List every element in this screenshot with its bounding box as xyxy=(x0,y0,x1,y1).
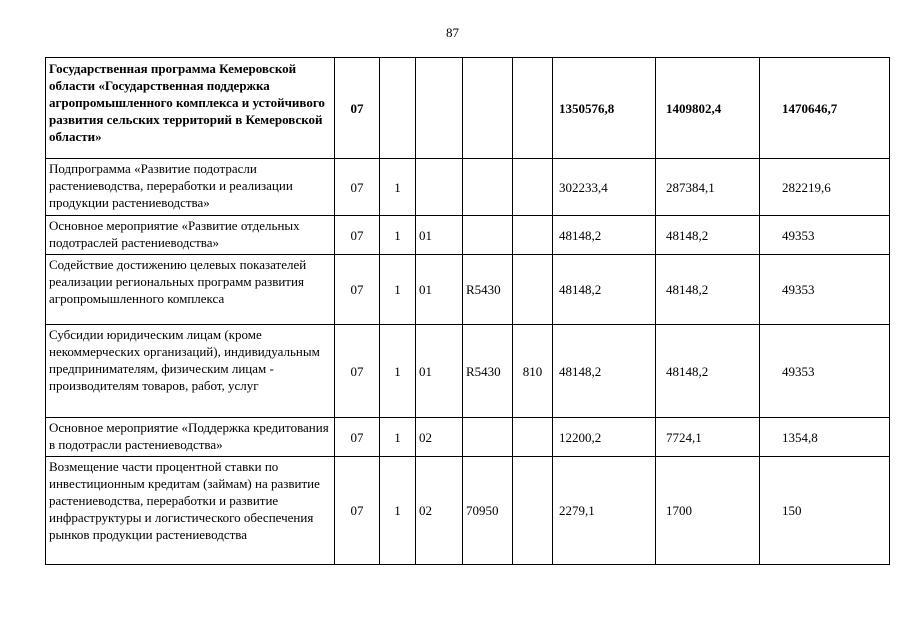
section-code-cell: 07 xyxy=(335,58,380,159)
expense-type-cell xyxy=(513,418,553,457)
subprogram-code-cell: 1 xyxy=(380,418,416,457)
amount-year1-cell: 1350576,8 xyxy=(553,58,656,159)
section-code-cell: 07 xyxy=(335,418,380,457)
expense-type-cell xyxy=(513,255,553,325)
activity-code-cell: 01 xyxy=(416,255,463,325)
budget-table xyxy=(45,57,890,565)
amount-year3-cell: 282219,6 xyxy=(760,159,890,216)
section-code-cell: 07 xyxy=(335,159,380,216)
expense-type-cell xyxy=(513,216,553,255)
amount-year3-cell: 1354,8 xyxy=(760,418,890,457)
target-code-cell xyxy=(463,418,513,457)
expense-type-cell xyxy=(513,159,553,216)
target-code-cell: R5430 xyxy=(463,255,513,325)
row-name-cell: Основное мероприятие «Поддержка кредитования в подотрасли растениеводства» xyxy=(46,418,335,457)
amount-year2-cell: 48148,2 xyxy=(656,325,760,418)
activity-code-cell: 02 xyxy=(416,418,463,457)
amount-year2-cell: 48148,2 xyxy=(656,255,760,325)
amount-year2-cell: 1409802,4 xyxy=(656,58,760,159)
amount-year2-cell: 287384,1 xyxy=(656,159,760,216)
table-row xyxy=(46,58,890,159)
subprogram-code-cell: 1 xyxy=(380,216,416,255)
amount-year1-cell: 48148,2 xyxy=(553,216,656,255)
activity-code-cell: 01 xyxy=(416,325,463,418)
row-name-cell: Возмещение части процентной ставки по инвестиционным кредитам (займам) на развитие растениеводства, переработки и развитие инфраструктуры и логистического обеспечения рынков продукции растениеводства xyxy=(46,457,335,565)
expense-type-cell xyxy=(513,457,553,565)
amount-year1-cell: 48148,2 xyxy=(553,255,656,325)
amount-year1-cell: 2279,1 xyxy=(553,457,656,565)
subprogram-code-cell: 1 xyxy=(380,325,416,418)
row-name-cell: Субсидии юридическим лицам (кроме некоммерческих организаций), индивидуальным предпринимателям, физическим лицам - производителям товаров, работ, услуг xyxy=(46,325,335,418)
expense-type-cell: 810 xyxy=(513,325,553,418)
subprogram-code-cell: 1 xyxy=(380,255,416,325)
activity-code-cell xyxy=(416,159,463,216)
section-code-cell: 07 xyxy=(335,255,380,325)
table-row xyxy=(46,255,890,325)
target-code-cell: R5430 xyxy=(463,325,513,418)
row-name-cell: Подпрограмма «Развитие подотрасли растениеводства, переработки и реализации продукции растениеводства» xyxy=(46,159,335,216)
expense-type-cell xyxy=(513,58,553,159)
amount-year1-cell: 12200,2 xyxy=(553,418,656,457)
row-name-cell: Основное мероприятие «Развитие отдельных подотраслей растениеводства» xyxy=(46,216,335,255)
amount-year2-cell: 48148,2 xyxy=(656,216,760,255)
section-code-cell: 07 xyxy=(335,325,380,418)
section-code-cell: 07 xyxy=(335,216,380,255)
target-code-cell xyxy=(463,159,513,216)
activity-code-cell: 02 xyxy=(416,457,463,565)
target-code-cell xyxy=(463,216,513,255)
target-code-cell xyxy=(463,58,513,159)
table-row xyxy=(46,159,890,216)
amount-year3-cell: 1470646,7 xyxy=(760,58,890,159)
amount-year3-cell: 49353 xyxy=(760,255,890,325)
amount-year1-cell: 302233,4 xyxy=(553,159,656,216)
table-row xyxy=(46,325,890,418)
amount-year3-cell: 150 xyxy=(760,457,890,565)
subprogram-code-cell xyxy=(380,58,416,159)
row-name-cell: Государственная программа Кемеровской области «Государственная поддержка агропромышленного комплекса и устойчивого развития сельских территорий в Кемеровской области» xyxy=(46,58,335,159)
page-number: 87 xyxy=(446,25,459,40)
amount-year2-cell: 1700 xyxy=(656,457,760,565)
subprogram-code-cell: 1 xyxy=(380,159,416,216)
table-row xyxy=(46,418,890,457)
amount-year1-cell: 48148,2 xyxy=(553,325,656,418)
section-code-cell: 07 xyxy=(335,457,380,565)
amount-year3-cell: 49353 xyxy=(760,216,890,255)
row-name-cell: Содействие достижению целевых показателей реализации региональных программ развития агропромышленного комплекса xyxy=(46,255,335,325)
subprogram-code-cell: 1 xyxy=(380,457,416,565)
target-code-cell: 70950 xyxy=(463,457,513,565)
activity-code-cell: 01 xyxy=(416,216,463,255)
table-row xyxy=(46,457,890,565)
activity-code-cell xyxy=(416,58,463,159)
amount-year3-cell: 49353 xyxy=(760,325,890,418)
table-row xyxy=(46,216,890,255)
amount-year2-cell: 7724,1 xyxy=(656,418,760,457)
